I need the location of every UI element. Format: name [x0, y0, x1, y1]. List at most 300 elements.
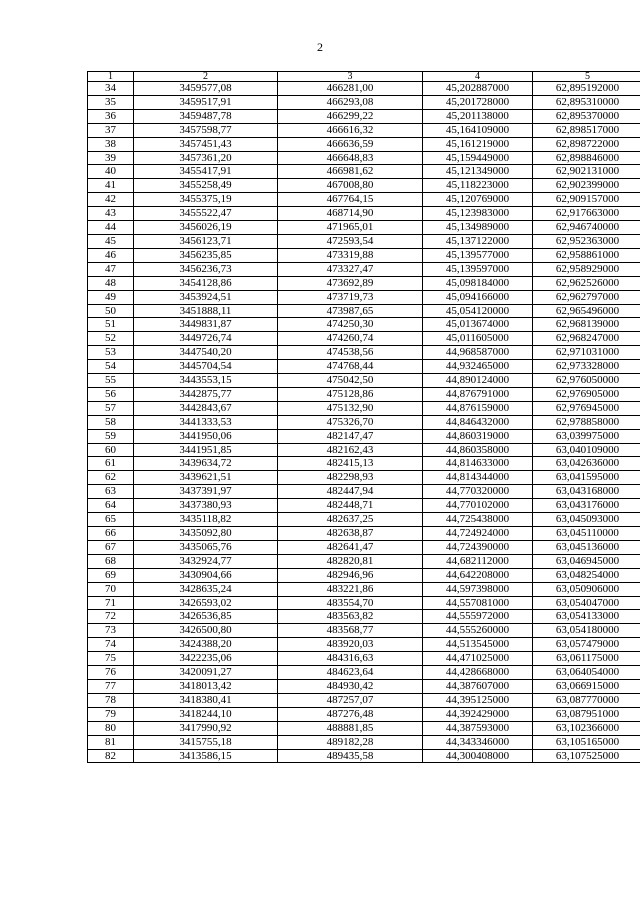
table-cell: 51: [88, 318, 134, 332]
table-cell: 466616,32: [278, 123, 423, 137]
table-cell: 3441951,85: [134, 443, 278, 457]
table-cell: 79: [88, 707, 134, 721]
table-cell: 52: [88, 332, 134, 346]
table-cell: 44,428668000: [423, 666, 533, 680]
table-row: [88, 499, 640, 513]
table-cell: 45,054120000: [423, 304, 533, 318]
table-body: [88, 82, 640, 763]
table-cell: 71: [88, 596, 134, 610]
table-cell: 45,139577000: [423, 248, 533, 262]
table-cell: 63,041595000: [533, 471, 640, 485]
table-cell: 482298,93: [278, 471, 423, 485]
table-cell: 62,917663000: [533, 207, 640, 221]
table-row: [88, 401, 640, 415]
table-cell: 69: [88, 568, 134, 582]
table-cell: 62,946740000: [533, 221, 640, 235]
table-cell: 63,043176000: [533, 499, 640, 513]
table-cell: 45,161219000: [423, 137, 533, 151]
table-cell: 3413586,15: [134, 749, 278, 763]
table-cell: 62,902399000: [533, 179, 640, 193]
table-cell: 44,876159000: [423, 401, 533, 415]
table-row: [88, 415, 640, 429]
table-cell: 63,105165000: [533, 735, 640, 749]
table-cell: 62,895310000: [533, 95, 640, 109]
table-cell: 62,962526000: [533, 276, 640, 290]
table-cell: 63,054047000: [533, 596, 640, 610]
table-cell: 49: [88, 290, 134, 304]
table-cell: 473327,47: [278, 262, 423, 276]
table-cell: 466648,83: [278, 151, 423, 165]
table-cell: 489435,58: [278, 749, 423, 763]
table-cell: 50: [88, 304, 134, 318]
table-cell: 482447,94: [278, 485, 423, 499]
table-row: [88, 471, 640, 485]
table-cell: 62,958861000: [533, 248, 640, 262]
table-cell: 62,909157000: [533, 193, 640, 207]
table-cell: 62,895192000: [533, 82, 640, 96]
table-cell: 45,139597000: [423, 262, 533, 276]
table-cell: 3428635,24: [134, 582, 278, 596]
table-row: [88, 151, 640, 165]
table-row: [88, 693, 640, 707]
table-cell: 45,202887000: [423, 82, 533, 96]
table-row: [88, 596, 640, 610]
table-cell: 45,098184000: [423, 276, 533, 290]
table-cell: 3459487,78: [134, 109, 278, 123]
table-cell: 3456235,85: [134, 248, 278, 262]
table-cell: 70: [88, 582, 134, 596]
table-row: [88, 387, 640, 401]
table-cell: 63,045110000: [533, 527, 640, 541]
column-header: 3: [278, 72, 423, 82]
table-cell: 3449831,87: [134, 318, 278, 332]
table-cell: 488881,85: [278, 721, 423, 735]
table-cell: 62,958929000: [533, 262, 640, 276]
table-cell: 483920,03: [278, 638, 423, 652]
table-cell: 3455258,49: [134, 179, 278, 193]
table-cell: 3437391,97: [134, 485, 278, 499]
table-cell: 45,011605000: [423, 332, 533, 346]
table-cell: 63,087770000: [533, 693, 640, 707]
table-cell: 44,846432000: [423, 415, 533, 429]
table-cell: 471965,01: [278, 221, 423, 235]
table-row: [88, 374, 640, 388]
table-cell: 474538,56: [278, 346, 423, 360]
table-cell: 63: [88, 485, 134, 499]
table-cell: 63,040109000: [533, 443, 640, 457]
table-cell: 44,642208000: [423, 568, 533, 582]
table-cell: 62,971031000: [533, 346, 640, 360]
table-cell: 63,046945000: [533, 554, 640, 568]
table-row: [88, 95, 640, 109]
table-cell: 3418244,10: [134, 707, 278, 721]
table-row: [88, 290, 640, 304]
table-cell: 44,300408000: [423, 749, 533, 763]
table-cell: 482637,25: [278, 513, 423, 527]
page-number: 2: [317, 40, 323, 54]
table-cell: 482415,13: [278, 457, 423, 471]
table-cell: 3457361,20: [134, 151, 278, 165]
table-cell: 3424388,20: [134, 638, 278, 652]
table-cell: 484930,42: [278, 679, 423, 693]
table-cell: 467764,15: [278, 193, 423, 207]
table-cell: 3426500,80: [134, 624, 278, 638]
table-cell: 466281,00: [278, 82, 423, 96]
column-header: 1: [88, 72, 134, 82]
table-cell: 53: [88, 346, 134, 360]
table-cell: 45,201138000: [423, 109, 533, 123]
table-cell: 63,054180000: [533, 624, 640, 638]
table-row: [88, 707, 640, 721]
table-cell: 63,045093000: [533, 513, 640, 527]
table-row: [88, 82, 640, 96]
table-cell: 475042,50: [278, 374, 423, 388]
table-cell: 56: [88, 387, 134, 401]
table-cell: 3454128,86: [134, 276, 278, 290]
table-row: [88, 666, 640, 680]
table-cell: 44,682112000: [423, 554, 533, 568]
table-cell: 3439621,51: [134, 471, 278, 485]
table-cell: 66: [88, 527, 134, 541]
table-row: [88, 248, 640, 262]
table-cell: 75: [88, 652, 134, 666]
table-cell: 54: [88, 360, 134, 374]
table-cell: 44,395125000: [423, 693, 533, 707]
table-cell: 473692,89: [278, 276, 423, 290]
table-row: [88, 262, 640, 276]
table-cell: 61: [88, 457, 134, 471]
table-cell: 3447540,20: [134, 346, 278, 360]
table-cell: 62,898722000: [533, 137, 640, 151]
table-cell: 3451888,11: [134, 304, 278, 318]
table-row: [88, 485, 640, 499]
table-cell: 3457598,77: [134, 123, 278, 137]
table-cell: 3442843,67: [134, 401, 278, 415]
table-cell: 63,102366000: [533, 721, 640, 735]
table-row: [88, 234, 640, 248]
table-cell: 45,134989000: [423, 221, 533, 235]
table-cell: 3437380,93: [134, 499, 278, 513]
table-cell: 45,013674000: [423, 318, 533, 332]
table-row: [88, 527, 640, 541]
table-cell: 45,137122000: [423, 234, 533, 248]
table-cell: 44,814633000: [423, 457, 533, 471]
table-cell: 3457451,43: [134, 137, 278, 151]
table-cell: 484316,63: [278, 652, 423, 666]
table-row: [88, 749, 640, 763]
table-cell: 62,973328000: [533, 360, 640, 374]
table-cell: 44,392429000: [423, 707, 533, 721]
column-header: 5: [533, 72, 640, 82]
table-cell: 42: [88, 193, 134, 207]
table-cell: 62,902131000: [533, 165, 640, 179]
table-cell: 3415755,18: [134, 735, 278, 749]
table-cell: 63,064054000: [533, 666, 640, 680]
table-cell: 3442875,77: [134, 387, 278, 401]
table-cell: 73: [88, 624, 134, 638]
table-cell: 3426593,02: [134, 596, 278, 610]
table-cell: 63,057479000: [533, 638, 640, 652]
table-cell: 44: [88, 221, 134, 235]
table-row: [88, 638, 640, 652]
table-cell: 45,118223000: [423, 179, 533, 193]
table-cell: 44,814344000: [423, 471, 533, 485]
table-cell: 63,045136000: [533, 540, 640, 554]
table-cell: 473987,65: [278, 304, 423, 318]
table-row: [88, 346, 640, 360]
table-cell: 45,159449000: [423, 151, 533, 165]
table-row: [88, 624, 640, 638]
table-cell: 3439634,72: [134, 457, 278, 471]
table-row: [88, 457, 640, 471]
table-cell: 78: [88, 693, 134, 707]
table-cell: 44,932465000: [423, 360, 533, 374]
table-cell: 63,107525000: [533, 749, 640, 763]
table-cell: 3435065,76: [134, 540, 278, 554]
table-cell: 3453924,51: [134, 290, 278, 304]
table-cell: 44,597398000: [423, 582, 533, 596]
table-cell: 62,976050000: [533, 374, 640, 388]
table-row: [88, 429, 640, 443]
table-row: [88, 207, 640, 221]
table-cell: 45,164109000: [423, 123, 533, 137]
table-row: [88, 221, 640, 235]
table-cell: 44,770102000: [423, 499, 533, 513]
table-cell: 44,724390000: [423, 540, 533, 554]
table-row: [88, 304, 640, 318]
table-cell: 44,471025000: [423, 652, 533, 666]
table-cell: 487257,07: [278, 693, 423, 707]
table-row: [88, 679, 640, 693]
table-cell: 467008,80: [278, 179, 423, 193]
table-cell: 3432924,77: [134, 554, 278, 568]
table-cell: 59: [88, 429, 134, 443]
table-row: [88, 540, 640, 554]
table-row: [88, 193, 640, 207]
table-row: [88, 513, 640, 527]
table-cell: 3418013,42: [134, 679, 278, 693]
table-row: [88, 165, 640, 179]
table-cell: 45,121349000: [423, 165, 533, 179]
table-row: [88, 721, 640, 735]
table-cell: 45,094166000: [423, 290, 533, 304]
table-header-row: [88, 72, 640, 82]
table-cell: 63,066915000: [533, 679, 640, 693]
table-cell: 482641,47: [278, 540, 423, 554]
table-cell: 44,555260000: [423, 624, 533, 638]
table-cell: 44,968587000: [423, 346, 533, 360]
table-row: [88, 276, 640, 290]
column-header: 2: [134, 72, 278, 82]
table-cell: 62,898846000: [533, 151, 640, 165]
table-cell: 39: [88, 151, 134, 165]
table-cell: 47: [88, 262, 134, 276]
table-cell: 483563,82: [278, 610, 423, 624]
table-row: [88, 735, 640, 749]
table-row: [88, 568, 640, 582]
table-cell: 74: [88, 638, 134, 652]
table-cell: 483221,86: [278, 582, 423, 596]
table-cell: 3441950,06: [134, 429, 278, 443]
table-cell: 35: [88, 95, 134, 109]
table-row: [88, 137, 640, 151]
table-cell: 3426536,85: [134, 610, 278, 624]
table-cell: 473319,88: [278, 248, 423, 262]
table-cell: 3420091,27: [134, 666, 278, 680]
table-row: [88, 554, 640, 568]
table-cell: 63,042636000: [533, 457, 640, 471]
table-cell: 482638,87: [278, 527, 423, 541]
table-cell: 3418380,41: [134, 693, 278, 707]
table-cell: 466299,22: [278, 109, 423, 123]
table-cell: 34: [88, 82, 134, 96]
table-cell: 67: [88, 540, 134, 554]
table-cell: 3435118,82: [134, 513, 278, 527]
table-cell: 474260,74: [278, 332, 423, 346]
table-cell: 62,968139000: [533, 318, 640, 332]
table-cell: 489182,28: [278, 735, 423, 749]
table-row: [88, 610, 640, 624]
table-cell: 44,557081000: [423, 596, 533, 610]
table-cell: 72: [88, 610, 134, 624]
table-cell: 468714,90: [278, 207, 423, 221]
table-cell: 483554,70: [278, 596, 423, 610]
table-cell: 58: [88, 415, 134, 429]
table-row: [88, 360, 640, 374]
table-cell: 474250,30: [278, 318, 423, 332]
table-cell: 475326,70: [278, 415, 423, 429]
table-row: [88, 652, 640, 666]
table-cell: 3456236,73: [134, 262, 278, 276]
table-row: [88, 318, 640, 332]
table-cell: 68: [88, 554, 134, 568]
table-cell: 3455417,91: [134, 165, 278, 179]
table-cell: 44,387593000: [423, 721, 533, 735]
table-cell: 45,120769000: [423, 193, 533, 207]
table-cell: 62,968247000: [533, 332, 640, 346]
table-cell: 62,952363000: [533, 234, 640, 248]
table-cell: 3459577,08: [134, 82, 278, 96]
table-cell: 63,039975000: [533, 429, 640, 443]
table-cell: 44,513545000: [423, 638, 533, 652]
table-cell: 45,201728000: [423, 95, 533, 109]
table-cell: 62,965496000: [533, 304, 640, 318]
table-cell: 80: [88, 721, 134, 735]
table-row: [88, 123, 640, 137]
table-cell: 76: [88, 666, 134, 680]
table-cell: 62,962797000: [533, 290, 640, 304]
table-cell: 63,087951000: [533, 707, 640, 721]
table-cell: 466981,62: [278, 165, 423, 179]
table-cell: 3455375,19: [134, 193, 278, 207]
table-cell: 3441333,53: [134, 415, 278, 429]
table-cell: 44,725438000: [423, 513, 533, 527]
table-row: [88, 443, 640, 457]
table-cell: 44,724924000: [423, 527, 533, 541]
table-row: [88, 582, 640, 596]
table-cell: 3435092,80: [134, 527, 278, 541]
table-cell: 482147,47: [278, 429, 423, 443]
table-cell: 63,054133000: [533, 610, 640, 624]
table-cell: 48: [88, 276, 134, 290]
table-cell: 466636,59: [278, 137, 423, 151]
coordinates-table: [87, 71, 640, 763]
table-cell: 3455522,47: [134, 207, 278, 221]
table-cell: 475128,86: [278, 387, 423, 401]
table-cell: 44,387607000: [423, 679, 533, 693]
table-cell: 45: [88, 234, 134, 248]
table-cell: 63,061175000: [533, 652, 640, 666]
table-cell: 3443553,15: [134, 374, 278, 388]
table-cell: 40: [88, 165, 134, 179]
table-cell: 44,555972000: [423, 610, 533, 624]
table-cell: 43: [88, 207, 134, 221]
table-cell: 44,860319000: [423, 429, 533, 443]
table-cell: 62,976945000: [533, 401, 640, 415]
table-cell: 60: [88, 443, 134, 457]
table-cell: 38: [88, 137, 134, 151]
table-cell: 473719,73: [278, 290, 423, 304]
table-cell: 81: [88, 735, 134, 749]
table-cell: 487276,48: [278, 707, 423, 721]
table-cell: 484623,64: [278, 666, 423, 680]
table-cell: 3456123,71: [134, 234, 278, 248]
table-cell: 44,890124000: [423, 374, 533, 388]
table-cell: 475132,90: [278, 401, 423, 415]
table-cell: 466293,08: [278, 95, 423, 109]
table-cell: 3417990,92: [134, 721, 278, 735]
table-cell: 3422235,06: [134, 652, 278, 666]
column-header: 4: [423, 72, 533, 82]
table-cell: 45,123983000: [423, 207, 533, 221]
table-cell: 3456026,19: [134, 221, 278, 235]
table-cell: 62,976905000: [533, 387, 640, 401]
table-cell: 64: [88, 499, 134, 513]
table-cell: 44,876791000: [423, 387, 533, 401]
table-cell: 62: [88, 471, 134, 485]
table-cell: 44,343346000: [423, 735, 533, 749]
table-cell: 82: [88, 749, 134, 763]
table-cell: 3430904,66: [134, 568, 278, 582]
table-cell: 482162,43: [278, 443, 423, 457]
table-cell: 63,048254000: [533, 568, 640, 582]
table-cell: 36: [88, 109, 134, 123]
table-cell: 474768,44: [278, 360, 423, 374]
table-cell: 3459517,91: [134, 95, 278, 109]
table-cell: 41: [88, 179, 134, 193]
table-cell: 62,895370000: [533, 109, 640, 123]
table-cell: 482820,81: [278, 554, 423, 568]
table-cell: 63,043168000: [533, 485, 640, 499]
table-cell: 472593,54: [278, 234, 423, 248]
table-cell: 483568,77: [278, 624, 423, 638]
table-row: [88, 109, 640, 123]
table-cell: 482448,71: [278, 499, 423, 513]
table-cell: 44,770320000: [423, 485, 533, 499]
table-cell: 65: [88, 513, 134, 527]
table-cell: 3449726,74: [134, 332, 278, 346]
table-cell: 77: [88, 679, 134, 693]
table-cell: 57: [88, 401, 134, 415]
table-cell: 63,050906000: [533, 582, 640, 596]
table-cell: 37: [88, 123, 134, 137]
table-cell: 482946,96: [278, 568, 423, 582]
table-cell: 44,860358000: [423, 443, 533, 457]
table-row: [88, 179, 640, 193]
table-cell: 62,898517000: [533, 123, 640, 137]
table-cell: 62,978858000: [533, 415, 640, 429]
table-row: [88, 332, 640, 346]
